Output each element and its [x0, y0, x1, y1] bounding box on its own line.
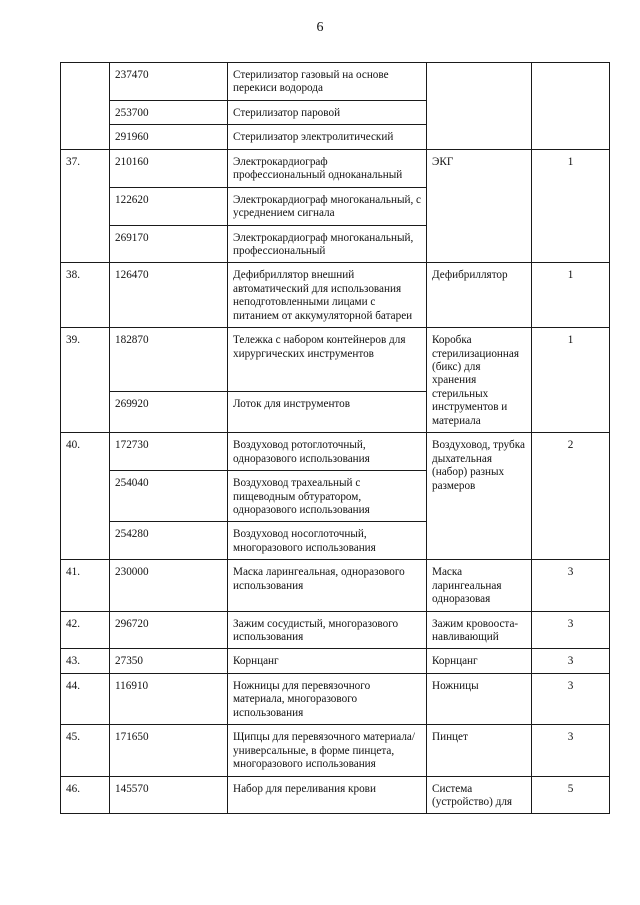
item-code-cell: 230000 [110, 560, 228, 611]
equipment-name-cell: ЭКГ [427, 149, 532, 263]
item-code-cell: 269920 [110, 391, 228, 432]
item-name-cell: Ножницы для перевязочного материала, многоразового использования [228, 673, 427, 724]
row-number-cell [61, 63, 110, 150]
equipment-name-cell: Система (устройство) для [427, 776, 532, 814]
item-name-cell: Стерилизатор электролитический [228, 125, 427, 149]
table-row [61, 649, 610, 673]
page-number: 6 [316, 20, 324, 35]
quantity-cell: 1 [532, 328, 610, 433]
item-code-cell: 296720 [110, 611, 228, 649]
table-row [61, 328, 610, 392]
item-code-cell: 253700 [110, 100, 228, 124]
item-name-cell: Зажим сосудистый, многоразового использования [228, 611, 427, 649]
item-code-cell: 254280 [110, 522, 228, 560]
equipment-name-cell [427, 63, 532, 150]
row-number-cell: 37. [61, 149, 110, 263]
table-row [61, 149, 610, 187]
item-name-cell: Электрокардиограф профессиональный одноканальный [228, 149, 427, 187]
item-code-cell: 210160 [110, 149, 228, 187]
quantity-cell: 5 [532, 776, 610, 814]
equipment-table [60, 62, 610, 814]
item-name-cell: Дефибриллятор внешний автоматический для использования неподготовленными лицами с питанием от аккумуляторной батареи [228, 263, 427, 328]
item-code-cell: 172730 [110, 433, 228, 471]
equipment-name-cell: Воздуховод, трубка дыхательная (набор) разных размеров [427, 433, 532, 560]
table-row [61, 611, 610, 649]
item-code-cell: 269170 [110, 225, 228, 263]
quantity-cell: 3 [532, 725, 610, 776]
equipment-name-cell: Корнцанг [427, 649, 532, 673]
item-name-cell: Воздуховод трахеальный с пищеводным обтуратором, одноразового использования [228, 471, 427, 522]
item-name-cell: Воздуховод носоглоточный, многоразового использования [228, 522, 427, 560]
quantity-cell [532, 63, 610, 150]
item-code-cell: 27350 [110, 649, 228, 673]
row-number-cell: 45. [61, 725, 110, 776]
row-number-cell: 42. [61, 611, 110, 649]
item-code-cell: 171650 [110, 725, 228, 776]
table-row [61, 776, 610, 814]
item-name-cell: Щипцы для перевязочного материала/универсальные, в форме пинцета, многоразового использования [228, 725, 427, 776]
item-name-cell: Корнцанг [228, 649, 427, 673]
item-name-cell: Стерилизатор паровой [228, 100, 427, 124]
item-code-cell: 254040 [110, 471, 228, 522]
equipment-name-cell: Маска ларингеальная одноразовая [427, 560, 532, 611]
row-number-cell: 44. [61, 673, 110, 724]
table-row [61, 725, 610, 776]
item-name-cell: Электрокардиограф многоканальный, профессиональный [228, 225, 427, 263]
table-row [61, 560, 610, 611]
item-name-cell: Стерилизатор газовый на основе перекиси водорода [228, 63, 427, 101]
equipment-name-cell: Зажим кровооста-навливающий [427, 611, 532, 649]
item-name-cell: Электрокардиограф многоканальный, с усреднением сигнала [228, 187, 427, 225]
item-code-cell: 145570 [110, 776, 228, 814]
row-number-cell: 46. [61, 776, 110, 814]
item-code-cell: 116910 [110, 673, 228, 724]
equipment-name-cell: Пинцет [427, 725, 532, 776]
quantity-cell: 3 [532, 649, 610, 673]
equipment-name-cell: Ножницы [427, 673, 532, 724]
quantity-cell: 3 [532, 673, 610, 724]
equipment-table-body [61, 63, 610, 814]
item-name-cell: Тележка с набором контейнеров для хирургических инструментов [228, 328, 427, 392]
quantity-cell: 1 [532, 263, 610, 328]
equipment-name-cell: Дефибриллятор [427, 263, 532, 328]
item-code-cell: 126470 [110, 263, 228, 328]
quantity-cell: 2 [532, 433, 610, 560]
quantity-cell: 1 [532, 149, 610, 263]
item-code-cell: 122620 [110, 187, 228, 225]
quantity-cell: 3 [532, 560, 610, 611]
item-name-cell: Маска ларингеальная, одноразового использования [228, 560, 427, 611]
item-name-cell: Воздуховод ротоглоточный, одноразового использования [228, 433, 427, 471]
item-name-cell: Лоток для инструментов [228, 391, 427, 432]
item-code-cell: 237470 [110, 63, 228, 101]
row-number-cell: 41. [61, 560, 110, 611]
item-name-cell: Набор для переливания крови [228, 776, 427, 814]
item-code-cell: 291960 [110, 125, 228, 149]
quantity-cell: 3 [532, 611, 610, 649]
row-number-cell: 43. [61, 649, 110, 673]
row-number-cell: 38. [61, 263, 110, 328]
table-row [61, 63, 610, 101]
item-code-cell: 182870 [110, 328, 228, 392]
table-row [61, 433, 610, 471]
row-number-cell: 39. [61, 328, 110, 433]
equipment-name-cell: Коробка стерилизационная (бикс) для хранения стерильных инструментов и материала [427, 328, 532, 433]
row-number-cell: 40. [61, 433, 110, 560]
table-row [61, 263, 610, 328]
table-row [61, 673, 610, 724]
